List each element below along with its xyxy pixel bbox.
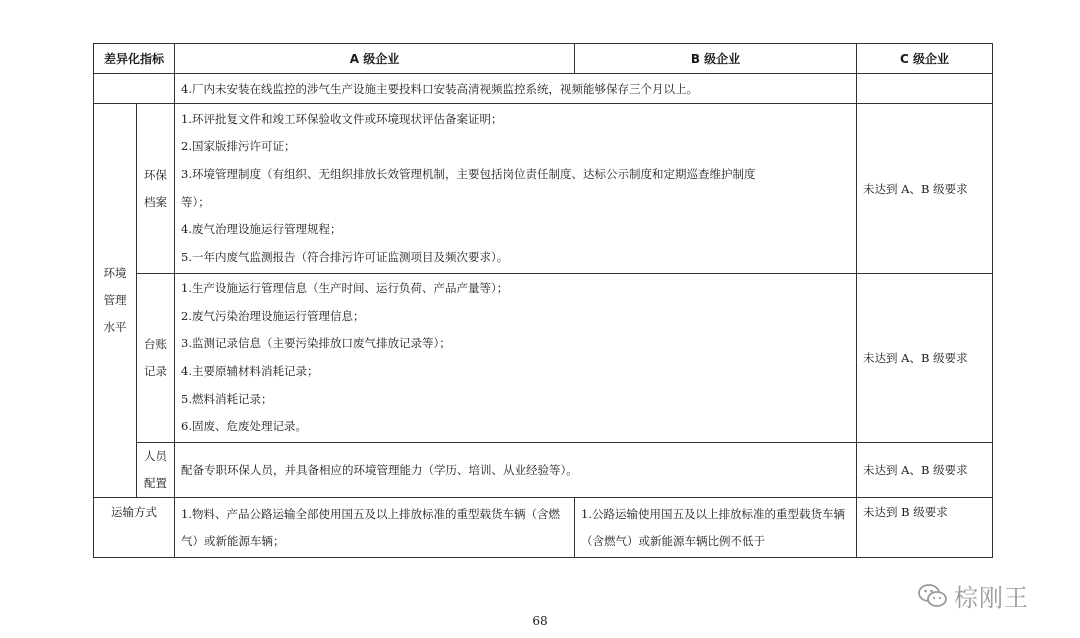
transport-grade-a: 1.物料、产品公路运输全部使用国五及以上排放标准的重型载货车辆（含燃气）或新能源车辆；	[175, 498, 575, 558]
list-item: 4.废气治理设施运行管理规程；	[181, 222, 342, 237]
ledger-label: 台账 记录	[137, 274, 175, 443]
header-indicator: 差异化指标	[94, 44, 175, 74]
transport-grade-b: 1.公路运输使用国五及以上排放标准的重型载货车辆（含燃气）或新能源车辆比例不低于	[575, 498, 857, 558]
video-monitor-row	[94, 74, 993, 104]
list-item: 1.环评批复文件和竣工环保验收文件或环境现状评估备案证明；	[181, 111, 503, 126]
list-item: 6.固废、危废处理记录。	[181, 419, 307, 434]
grading-table	[93, 43, 993, 558]
list-item: 5.一年内废气监测报告（符合排污许可证监测项目及频次要求）。	[181, 249, 509, 264]
page-number: 68	[532, 614, 548, 628]
wechat-icon	[918, 583, 948, 609]
list-item: 3.环境管理制度（有组织、无组织排放长效管理机制，主要包括岗位责任制度、达标公示制度和定期巡查维护制度	[181, 166, 756, 181]
header-grade-b: B 级企业	[575, 44, 857, 74]
list-item: 1.生产设施运行管理信息（生产时间、运行负荷、产品产量等）；	[181, 281, 509, 296]
list-item: 等）；	[181, 194, 210, 209]
ledger-items	[175, 274, 857, 443]
personnel-row	[94, 443, 993, 498]
env-management-label: 环境 管理 水平	[94, 104, 137, 498]
transport-label: 运输方式	[94, 498, 175, 558]
personnel-label: 人员 配置	[137, 443, 175, 498]
archives-c-requirement: 未达到 A、B 级要求	[857, 104, 993, 274]
archives-row	[94, 104, 993, 274]
header-grade-a: A 级企业	[175, 44, 575, 74]
ledger-c-requirement: 未达到 A、B 级要求	[857, 274, 993, 443]
personnel-text: 配备专职环保人员，并具备相应的环境管理能力（学历、培训、从业经验等）。	[175, 443, 857, 498]
transport-row	[94, 498, 993, 558]
ledger-row	[94, 274, 993, 443]
video-monitor-indicator-cell	[94, 74, 175, 104]
list-item: 2.废气污染治理设施运行管理信息；	[181, 308, 365, 323]
list-item: 4.主要原辅材料消耗记录；	[181, 364, 319, 378]
list-item: 2.国家版排污许可证；	[181, 139, 296, 154]
watermark	[918, 578, 1029, 613]
transport-c-requirement: 未达到 B 级要求	[857, 498, 993, 558]
list-item: 5.燃料消耗记录；	[181, 391, 273, 406]
header-row	[94, 44, 993, 74]
video-monitor-c-cell	[857, 74, 993, 104]
personnel-c-requirement: 未达到 A、B 级要求	[857, 443, 993, 498]
list-item: 3.监测记录信息（主要污染排放口废气排放记录等）；	[181, 336, 451, 351]
archives-items	[175, 104, 857, 274]
watermark-text: 棕刚王	[954, 584, 1029, 612]
video-monitor-text: 4.厂内未安装在线监控的涉气生产设施主要投料口安装高清视频监控系统，视频能够保存三个月以上。	[175, 74, 857, 104]
header-grade-c: C 级企业	[857, 44, 993, 74]
archives-label: 环保 档案	[137, 104, 175, 274]
